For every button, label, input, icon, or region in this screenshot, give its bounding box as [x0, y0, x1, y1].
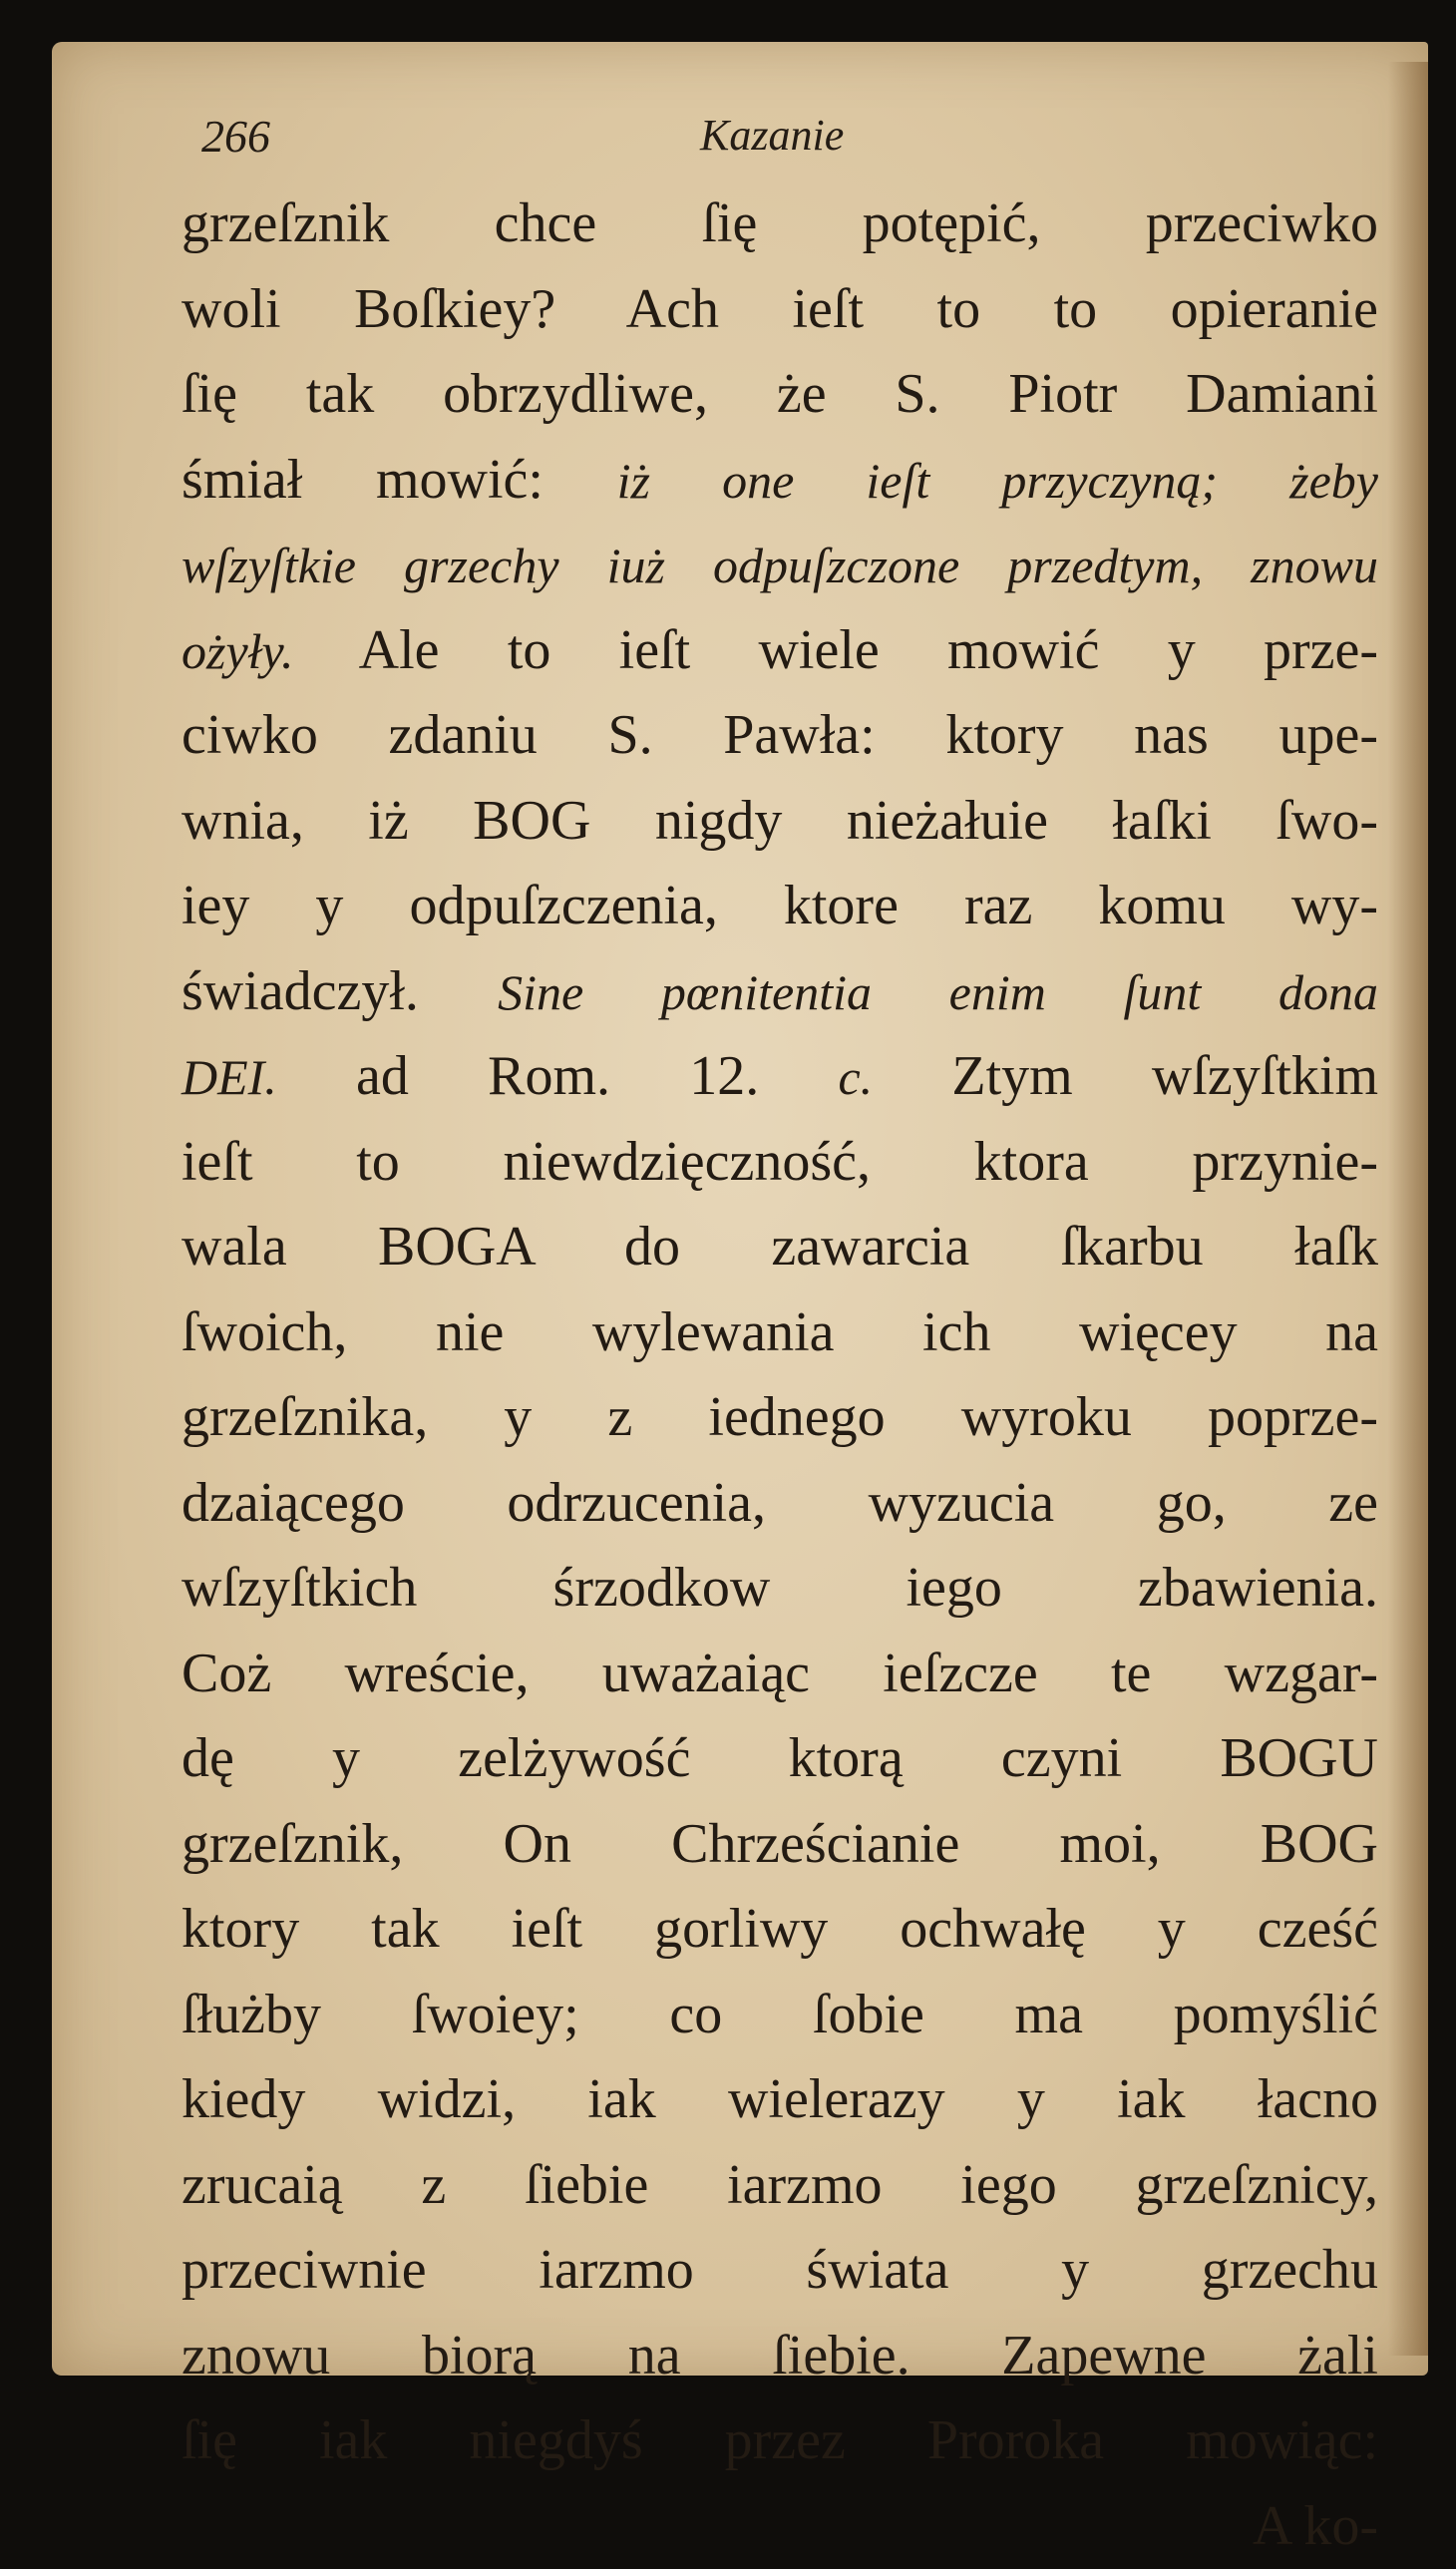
italic-text: c.	[838, 1049, 873, 1105]
roman-text: śmiał mowić:	[182, 449, 617, 511]
text-line	[182, 1120, 1378, 1206]
roman-text: zrucaią z ſiebie iarzmo iego grzeſznicy,	[182, 2154, 1378, 2216]
text-line	[182, 352, 1378, 438]
text-line	[182, 1973, 1378, 2058]
text-line	[182, 1632, 1378, 1717]
text-line	[182, 2057, 1378, 2143]
roman-text: ſię iak niegdyś przez Proroka mowiąc:	[182, 2409, 1378, 2471]
text-line	[182, 1546, 1378, 1632]
roman-text: Coż wreście, uważaiąc ieſzcze te wzgar-	[182, 1643, 1378, 1704]
text-line	[182, 1290, 1378, 1376]
text-line	[182, 949, 1378, 1035]
roman-text: grzeſznika, y z iednego wyroku poprze-	[182, 1386, 1378, 1448]
catchword: A ko-	[182, 2484, 1378, 2569]
roman-text: Ale to ieſt wiele mowić y prze-	[293, 619, 1378, 681]
roman-text: dę y zelżywość ktorą czyni BOGU	[182, 1727, 1378, 1789]
roman-text: znowu biorą na ſiebie. Zapewne żali	[182, 2325, 1378, 2386]
text-line	[182, 864, 1378, 949]
roman-text: ſłużby ſwoiey; co ſobie ma pomyślić	[182, 1984, 1378, 2045]
roman-text: wſzyſtkich śrzodkow iego zbawienia.	[182, 1557, 1378, 1619]
roman-text: kiedy widzi, iak wielerazy y iak łacno	[182, 2068, 1378, 2130]
text-line	[182, 2143, 1378, 2229]
text-line	[182, 1802, 1378, 1888]
roman-text: przeciwnie iarzmo świata y grzechu	[182, 2239, 1378, 2301]
text-line	[182, 2398, 1378, 2484]
roman-text: Ztym wſzyſtkim	[873, 1045, 1378, 1107]
page-edge-shadow	[1388, 62, 1428, 2356]
roman-text: ad Rom. 12.	[277, 1045, 839, 1107]
page-header	[201, 110, 1358, 189]
roman-text: świadczył.	[182, 960, 498, 1022]
text-line	[182, 438, 1378, 524]
roman-text: ktory tak ieſt gorliwy ochwałę y cześć	[182, 1898, 1378, 1960]
text-line	[182, 523, 1378, 608]
italic-text: ożyły.	[182, 623, 293, 679]
text-line	[182, 1034, 1378, 1120]
text-line	[182, 1716, 1378, 1802]
roman-text: ieſt to niewdzięczność, ktora przynie-	[182, 1131, 1378, 1193]
text-line	[182, 1461, 1378, 1547]
body-text	[182, 182, 1378, 2569]
roman-text: grzeſznik chce ſię potępić, przeciwko	[182, 192, 1378, 254]
italic-text: wſzyſtkie grzechy iuż odpuſzczone przedtym, znowu	[182, 538, 1378, 593]
text-line	[182, 608, 1378, 694]
text-line	[182, 1375, 1378, 1461]
roman-text: iey y odpuſzczenia, ktore raz komu wy-	[182, 875, 1378, 936]
text-line	[182, 779, 1378, 865]
italic-text: iż one ieſt przyczyną; żeby	[617, 453, 1378, 509]
roman-text: ciwko zdaniu S. Pawła: ktory nas upe-	[182, 704, 1378, 766]
text-line	[182, 267, 1378, 353]
text-line	[182, 2228, 1378, 2314]
text-line	[182, 693, 1378, 779]
text-line	[182, 182, 1378, 267]
running-head: Kazanie	[700, 110, 844, 161]
book-page	[52, 42, 1428, 2376]
text-line	[182, 1205, 1378, 1290]
roman-text: wala BOGA do zawarcia ſkarbu łaſk	[182, 1216, 1378, 1278]
roman-text: wnia, iż BOG nigdy nieżałuie łaſki ſwo-	[182, 790, 1378, 852]
roman-text: grzeſznik, On Chrześcianie moi, BOG	[182, 1813, 1378, 1875]
roman-text: woli Boſkiey? Ach ieſt to to opieranie	[182, 278, 1378, 340]
italic-text: DEI.	[182, 1049, 277, 1105]
italic-text: Sine pœnitentia enim ſunt dona	[498, 964, 1378, 1020]
text-line	[182, 1887, 1378, 1973]
roman-text: ſię tak obrzydliwe, że S. Piotr Damiani	[182, 363, 1378, 425]
page-number: 266	[201, 110, 270, 163]
roman-text: dzaiącego odrzucenia, wyzucia go, ze	[182, 1472, 1378, 1534]
text-line	[182, 2314, 1378, 2399]
roman-text: ſwoich, nie wylewania ich więcey na	[182, 1301, 1378, 1363]
